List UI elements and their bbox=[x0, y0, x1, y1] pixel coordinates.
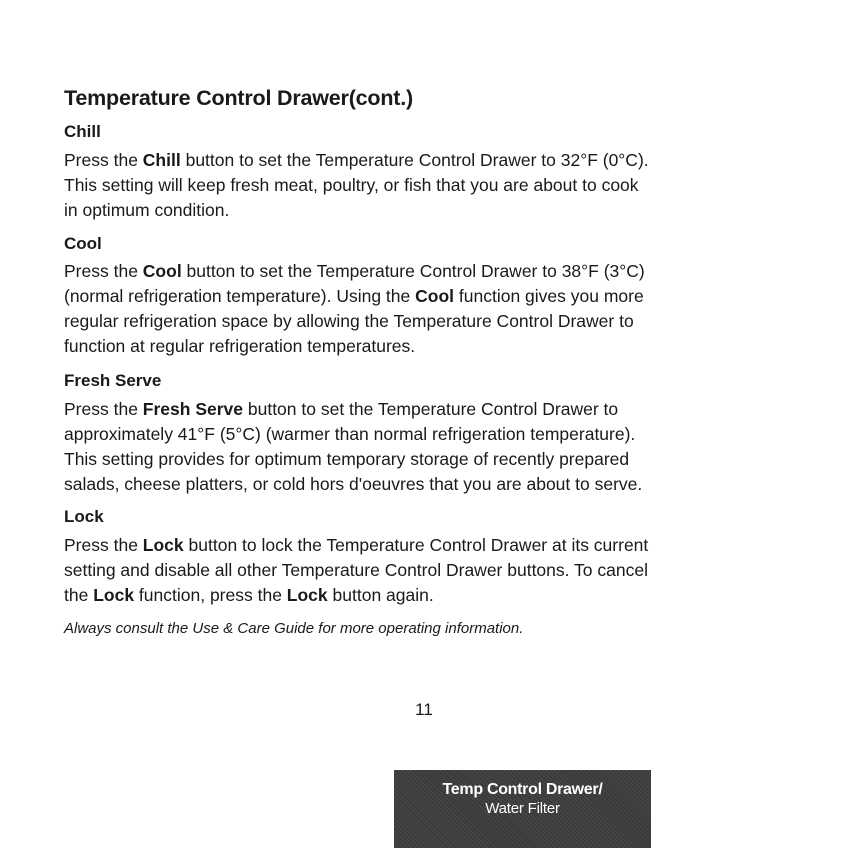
button-name: Lock bbox=[93, 585, 135, 605]
body-line: function at regular refrigeration temperatures. bbox=[64, 336, 416, 356]
page-number: 11 bbox=[415, 700, 433, 719]
body-line: This setting will keep fresh meat, poultry, or fish that you are about to cook bbox=[64, 175, 639, 195]
body-line: This setting provides for optimum temporary storage of recently prepared bbox=[64, 449, 630, 469]
section-heading-fresh-serve: Fresh Serve bbox=[64, 371, 162, 390]
button-name: Cool bbox=[142, 261, 182, 281]
section-heading-cool: Cool bbox=[64, 234, 102, 253]
body-line: salads, cheese platters, or cold hors d'oeuvres that you are about to serve. bbox=[64, 474, 643, 494]
body-line: Press the Cool button to set the Temperature Control Drawer to 38°F (3°C) bbox=[64, 261, 645, 281]
section-tab-title: Temp Control Drawer/ bbox=[442, 781, 603, 798]
section-body-cool bbox=[64, 259, 764, 359]
button-name: Chill bbox=[142, 150, 181, 170]
section-tab bbox=[394, 770, 651, 848]
body-line: approximately 41°F (5°C) (warmer than normal refrigeration temperature). bbox=[64, 424, 636, 444]
footnote: Always consult the Use & Care Guide for more operating information. bbox=[64, 620, 524, 637]
body-line: (normal refrigeration temperature). Using the Cool function gives you more bbox=[64, 286, 644, 306]
section-heading-lock: Lock bbox=[64, 507, 104, 526]
body-line: in optimum condition. bbox=[64, 200, 230, 220]
button-name: Lock bbox=[286, 585, 328, 605]
section-body-fresh-serve bbox=[64, 397, 764, 497]
body-line: the Lock function, press the Lock button again. bbox=[64, 585, 434, 605]
body-line: Press the Chill button to set the Temperature Control Drawer to 32°F (0°C). bbox=[64, 150, 649, 170]
page-title: Temperature Control Drawer(cont.) bbox=[64, 86, 413, 110]
body-line: Press the Fresh Serve button to set the Temperature Control Drawer to bbox=[64, 399, 619, 419]
section-body-chill bbox=[64, 148, 764, 223]
button-name: Cool bbox=[415, 286, 455, 306]
section-heading-chill: Chill bbox=[64, 122, 101, 141]
button-name: Fresh Serve bbox=[142, 399, 243, 419]
body-line: Press the Lock button to lock the Temperature Control Drawer at its current bbox=[64, 535, 649, 555]
section-tab-subtitle: Water Filter bbox=[485, 800, 560, 817]
body-line: regular refrigeration space by allowing the Temperature Control Drawer to bbox=[64, 311, 634, 331]
section-body-lock bbox=[64, 533, 764, 608]
button-name: Lock bbox=[142, 535, 184, 555]
body-line: setting and disable all other Temperature Control Drawer buttons. To cancel bbox=[64, 560, 648, 580]
